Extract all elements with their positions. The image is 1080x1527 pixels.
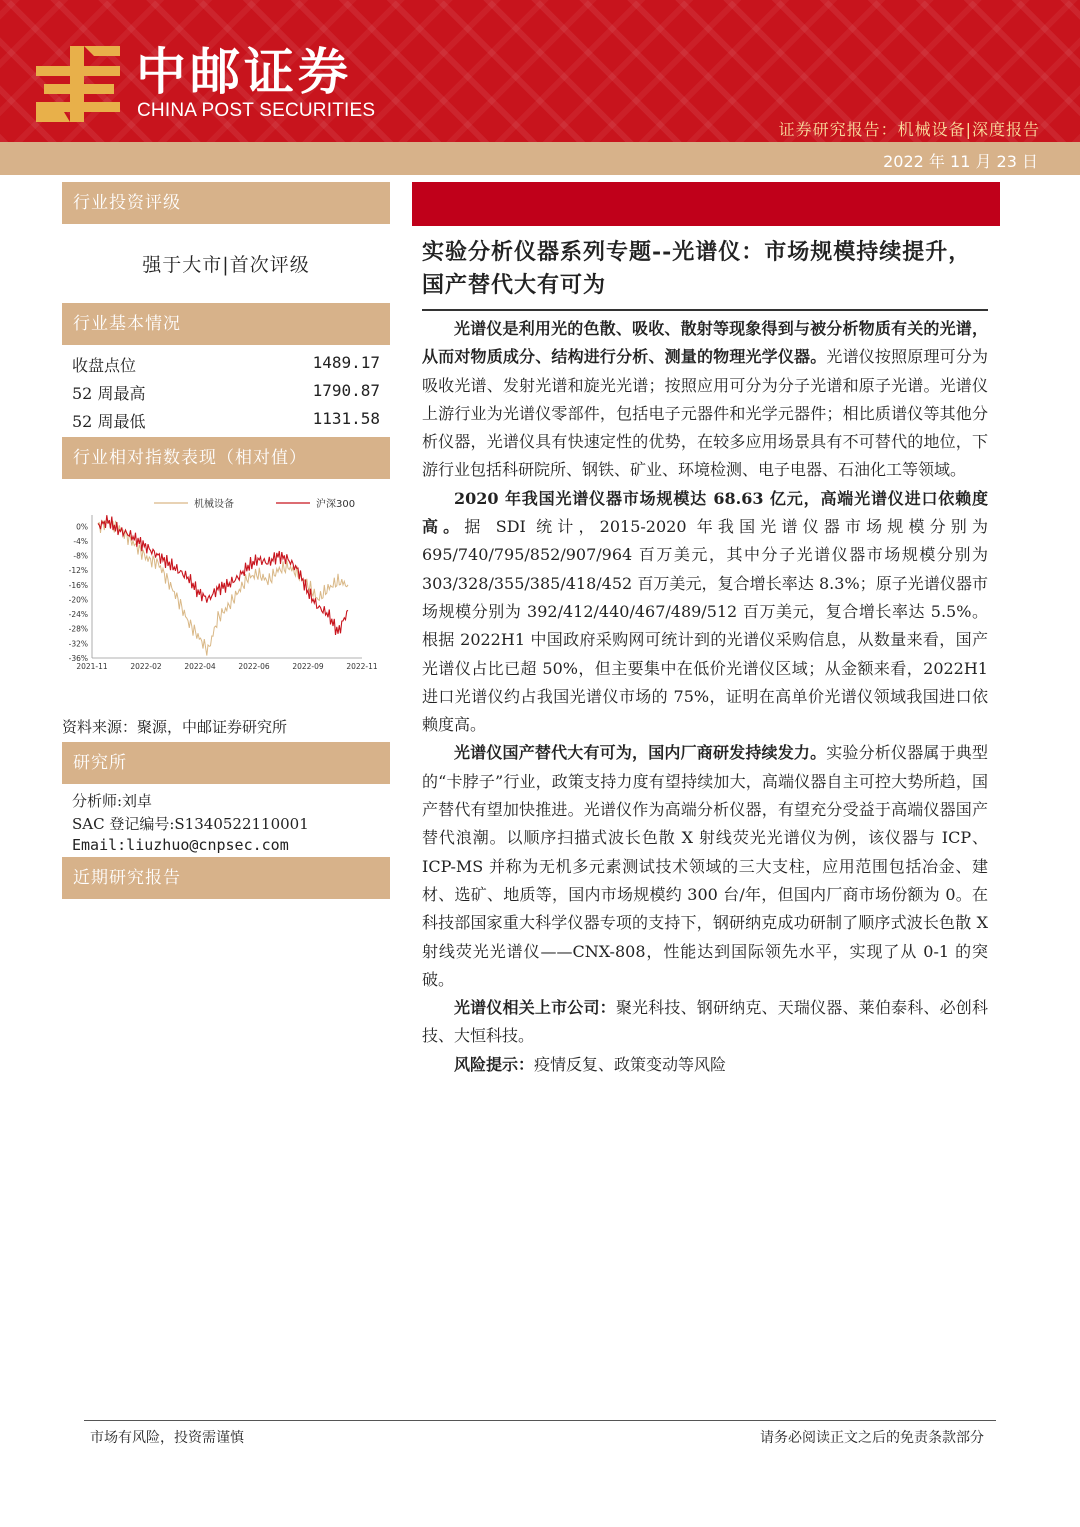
analyst-name: 分析师:刘卓 — [72, 792, 153, 810]
paragraph-lead: 风险提示： — [454, 1054, 535, 1074]
index-heading: 行业相对指数表现（相对值） — [62, 437, 390, 479]
basics-label: 52 周最低 — [72, 412, 146, 431]
brand-name-en: CHINA POST SECURITIES — [137, 100, 376, 121]
institute-heading: 研究所 — [62, 742, 390, 784]
footer-rule — [84, 1420, 996, 1421]
x-tick-label: 2021-11 — [76, 662, 108, 671]
summary-paragraph — [422, 485, 988, 740]
summary-paragraph — [422, 1051, 988, 1079]
x-tick-label: 2022-04 — [184, 662, 216, 671]
industry-rating: 强于大市|首次评级 — [142, 254, 310, 276]
report-type: 证券研究报告：机械设备|深度报告 — [778, 120, 1040, 139]
basics-value: 1790.87 — [312, 381, 380, 400]
report-summary — [422, 315, 988, 1079]
analyst-sac: SAC 登记编号:S1340522110001 — [72, 815, 309, 833]
chart-source: 资料来源：聚源，中邮证券研究所 — [62, 718, 288, 736]
paragraph-text: 实验分析仪器属于典型的“卡脖子”行业，政策支持力度有望持续加大，高端仪器自主可控大势所趋，国产替代有望加快推进。光谱仪作为高端分析仪器，有望充分受益于高端仪器国产替代浪潮。以顺序扫描式波长色散 X 射线荧光光谱仪为例，该仪器与 ICP、ICP-MS 并称为无机多元素测试技术领域的三大支柱，应用范围包括冶金、建材、选矿、地质等，国内市场规模约 300 台/年，但国内厂商市场份额为 0。在科技部国家重大科学仪器专项的支持下，钢研纳克成功研制了顺序式波长色散 X 射线荧光光谱仪——CNX-808，性能达到国际领先水平，实现了从 0-1 的突破。 — [422, 743, 988, 989]
relative-index-chart — [62, 483, 390, 678]
y-tick-label: -20% — [68, 595, 88, 605]
title-red-bar — [412, 182, 1000, 226]
summary-paragraph — [422, 739, 988, 994]
y-tick-label: -32% — [68, 639, 88, 649]
footer-risk-note: 市场有风险，投资需谨慎 — [90, 1430, 244, 1446]
legend-label: 沪深300 — [316, 499, 356, 510]
y-tick-label: -36% — [68, 654, 88, 663]
analyst-email[interactable]: Email:liuzhuo@cnpsec.com — [72, 836, 289, 854]
recent-reports-heading: 近期研究报告 — [62, 857, 390, 899]
x-tick-label: 2022-11 — [346, 662, 378, 671]
rating-heading: 行业投资评级 — [62, 182, 390, 224]
basics-value: 1489.17 — [312, 353, 380, 372]
report-title: 实验分析仪器系列专题--光谱仪：市场规模持续提升，国产替代大有可为 — [422, 239, 972, 298]
paragraph-text: 聚光科技、钢研纳克、天瑞仪器、莱伯泰科、必创科技、大恒科技。 — [422, 998, 988, 1046]
paragraph-lead: 光谱仪相关上市公司： — [454, 998, 616, 1018]
legend-label: 机械设备 — [194, 499, 234, 510]
paragraph-text: 疫情反复、政策变动等风险 — [534, 1054, 727, 1074]
paragraph-lead: 光谱仪国产替代大有可为，国内厂商研发持续发力。 — [454, 743, 827, 763]
x-tick-label: 2022-06 — [238, 662, 270, 671]
china-post-logo-icon — [36, 44, 120, 124]
y-tick-label: -8% — [73, 551, 88, 561]
summary-paragraph — [422, 994, 988, 1051]
paragraph-lead: 2020 年我国光谱仪器市场规模达 68.63 亿元，高端光谱仪进口依赖度高。 — [422, 488, 988, 537]
basics-label: 收盘点位 — [72, 356, 137, 375]
paragraph-lead: 光谱仪是利用光的色散、吸收、散射等现象得到与被分析物质有关的光谱，从而对物质成分、结构进行分析、测量的物理光学仪器。 — [422, 319, 988, 367]
summary-paragraph — [422, 315, 988, 485]
x-tick-label: 2022-09 — [292, 662, 324, 671]
basics-heading: 行业基本情况 — [62, 303, 390, 345]
basics-label: 52 周最高 — [72, 384, 146, 403]
paragraph-text: 据 SDI 统计，2015-2020 年我国光谱仪器市场规模分别为 695/740/795/852/907/964 百万美元，其中分子光谱仪器市场规模分别为 303/328/355/385/418/452 百万美元，复合增长率达 8.3%；原子光谱仪器市场规模分别为 392/412/440/467/489/512 百万美元，复合增长率达 5.5%。根据 2022H1 中国政府采购网可统计到的光谱仪采购信息，从数量来看，国产光谱仪占比已超 50%，但主要集中在低价光谱仪区域；从金额来看，2022H1 进口光谱仪约占我国光谱仪市场的 75%，证明在高单价光谱仪领域我国进口依赖度高。 — [422, 517, 988, 735]
y-tick-label: -12% — [68, 566, 88, 576]
series-line-csi300 — [98, 515, 348, 635]
y-tick-label: -24% — [68, 610, 88, 620]
y-tick-label: -16% — [68, 580, 88, 590]
paragraph-text: 光谱仪按照原理可分为吸收光谱、发射光谱和旋光光谱；按照应用可分为分子光谱和原子光谱。光谱仪上游行业为光谱仪零部件，包括电子元器件和光学元器件；相比质谱仪等其他分析仪器，光谱仪具有快速定性的优势，在较多应用场景具有不可替代的地位，下游行业包括科研院所、钢铁、矿业、环境检测、电子电器、石油化工等领域。 — [422, 347, 988, 480]
basics-value: 1131.58 — [312, 409, 380, 428]
footer-disclaimer-note: 请务必阅读正文之后的免责条款部分 — [760, 1430, 984, 1446]
x-tick-label: 2022-02 — [130, 662, 162, 671]
y-tick-label: -4% — [73, 536, 88, 546]
y-tick-label: -28% — [68, 624, 88, 634]
brand-name-cn: 中邮证券 — [136, 43, 352, 101]
report-date: 2022 年 11 月 23 日 — [883, 152, 1038, 171]
y-tick-label: 0% — [76, 522, 88, 532]
title-rule — [422, 309, 988, 311]
